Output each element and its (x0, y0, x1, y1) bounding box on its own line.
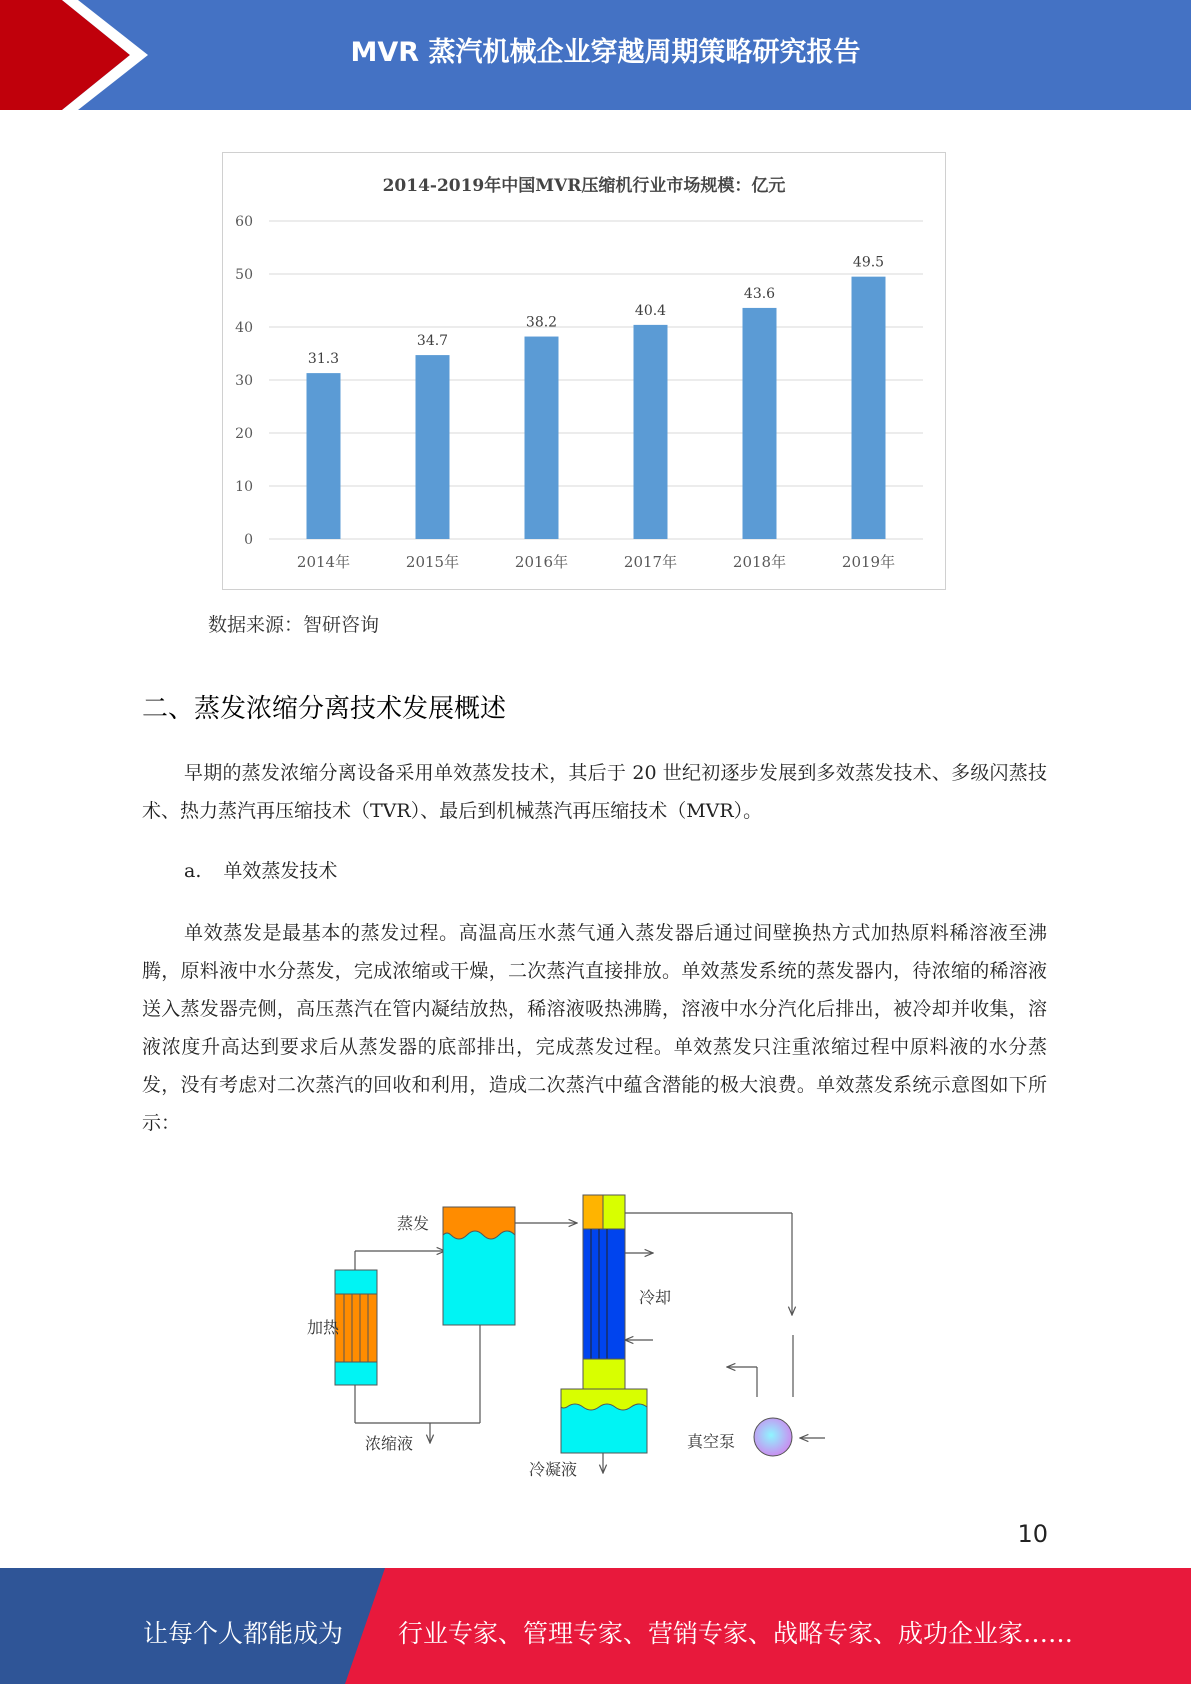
bar-value-label: 43.6 (743, 285, 776, 302)
y-tick-label: 0 (244, 532, 253, 548)
section-heading: 二、蒸发浓缩分离技术发展概述 (142, 694, 507, 724)
condenser-top-left (583, 1195, 603, 1229)
subsection-marker: a. (184, 860, 202, 882)
bar-value-label: 40.4 (634, 302, 667, 319)
bar-2017年 (634, 325, 668, 539)
header-banner (0, 0, 1191, 110)
x-tick-label: 2015年 (405, 553, 460, 571)
market-size-chart (222, 152, 946, 590)
bar-value-label: 31.3 (307, 351, 340, 368)
x-tick-label: 2014年 (296, 553, 351, 571)
y-tick-label: 50 (235, 267, 253, 283)
heater-tubes (335, 1294, 377, 1362)
bar-2014年 (307, 373, 341, 539)
condenser-tubes (583, 1229, 625, 1359)
label-heat: 加热 (307, 1318, 340, 1337)
footer-slogan-left: 让每个人都能成为 (143, 1619, 344, 1648)
bar-2016年 (525, 337, 559, 539)
body-text: 单效蒸发是最基本的蒸发过程。高温高压水蒸气通入蒸发器后通过间壁换热方式加热原料稀溶液至沸腾，原料液中水分蒸发，完成浓缩或干燥，二次蒸汽直接排放。单效蒸发系统的蒸发器内，待浓缩的稀溶液送入蒸发器壳侧，高压蒸汽在管内凝结放热，稀溶液吸热沸腾，溶液中水分汽化后排出，被冷却并收集，溶液浓度升高达到要求后从蒸发器的底部排出，完成蒸发过程。单效蒸发只注重浓缩过程中原料液的水分蒸发，没有考虑对二次蒸汽的回收和利用，造成二次蒸汽中蕴含潜能的极大浪费。单效蒸发系统示意图如下所示： (142, 922, 1047, 1134)
condenser-bottom (583, 1359, 625, 1389)
heater-top (335, 1270, 377, 1294)
condenser-top-right (603, 1195, 625, 1229)
label-evaporate: 蒸发 (397, 1214, 430, 1233)
label-concentrate: 浓缩液 (365, 1434, 414, 1453)
footer-slogan-right: 行业专家、管理专家、营销专家、战略专家、成功企业家…… (398, 1619, 1074, 1648)
chart-title: 2014-2019年中国MVR压缩机行业市场规模：亿元 (382, 176, 786, 196)
bar-value-label: 49.5 (852, 254, 885, 271)
intro-paragraph (142, 754, 1047, 830)
x-tick-label: 2018年 (732, 553, 787, 571)
report-title: MVR 蒸汽机械企业穿越周期策略研究报告 (350, 37, 861, 68)
x-tick-label: 2016年 (514, 553, 569, 571)
vacuum-pump-icon (754, 1418, 792, 1456)
heater-bottom (335, 1362, 377, 1385)
label-vacuum-pump: 真空泵 (687, 1432, 736, 1451)
label-cool: 冷却 (639, 1288, 672, 1307)
body-paragraph (142, 914, 1047, 1142)
x-tick-label: 2019年 (841, 553, 896, 571)
subsection-heading (184, 856, 359, 883)
single-effect-evaporation-diagram (295, 1185, 855, 1489)
label-condensate: 冷凝液 (529, 1460, 578, 1479)
bar-2019年 (852, 277, 886, 539)
y-tick-label: 30 (235, 373, 253, 389)
bar-value-label: 38.2 (525, 314, 558, 331)
footer-banner (0, 1568, 1191, 1684)
x-tick-label: 2017年 (623, 553, 678, 571)
y-tick-label: 20 (235, 426, 253, 442)
subsection-title: 单效蒸发技术 (223, 860, 338, 882)
data-source-note: 数据来源：智研咨询 (208, 614, 380, 636)
y-tick-label: 60 (235, 214, 253, 230)
bar-2018年 (743, 308, 777, 539)
bar-2015年 (416, 355, 450, 539)
y-tick-label: 40 (235, 320, 253, 336)
intro-text: 早期的蒸发浓缩分离设备采用单效蒸发技术，其后于 20 世纪初逐步发展到多效蒸发技术、多级闪蒸技术、热力蒸汽再压缩技术（TVR）、最后到机械蒸汽再压缩技术（MVR）。 (142, 762, 1047, 822)
chart-plot (223, 153, 945, 589)
bar-value-label: 34.7 (416, 333, 449, 350)
page-number: 10 (1017, 1520, 1048, 1548)
y-tick-label: 10 (235, 479, 253, 495)
